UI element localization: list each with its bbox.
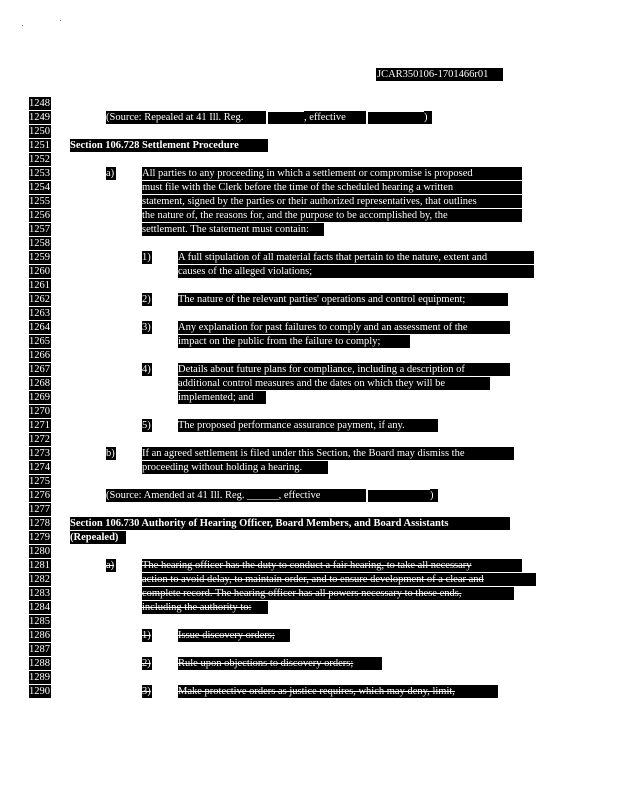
line-number: 1251: [29, 140, 50, 151]
section-728-a-line: must file with the Clerk before the time of the scheduled hearing a written: [142, 181, 522, 194]
section-730-a-line: The hearing officer has the duty to conduct a fair hearing, to take all necessary: [142, 559, 522, 572]
section-730-heading: Section 106.730 Authority of Hearing Officer, Board Members, and Board Assistants: [70, 517, 510, 530]
line-number: 1264: [29, 322, 50, 333]
line-number: 1283: [29, 588, 50, 599]
blank-field: [368, 112, 424, 124]
line-number: 1263: [29, 308, 50, 319]
line-number: 1270: [29, 406, 50, 417]
line-number: 1266: [29, 350, 50, 361]
line-number: 1261: [29, 280, 50, 291]
section-728-item-line: causes of the alleged violations;: [178, 265, 534, 278]
line-number: 1256: [29, 210, 50, 221]
section-728-b-line: If an agreed settlement is filed under this Section, the Board may dismiss the: [142, 447, 514, 460]
line-number: 1284: [29, 602, 50, 613]
line-number: 1258: [29, 238, 50, 249]
section-730-status: (Repealed): [70, 531, 126, 544]
line-number: 1277: [29, 504, 50, 515]
source-repealed-close: ): [424, 111, 432, 124]
section-728-b-label: b): [106, 448, 115, 459]
section-728-a-line: statement, signed by the parties or their authorized representatives, that outlines: [142, 195, 522, 208]
scan-speck: [60, 20, 61, 21]
line-number: 1290: [29, 686, 50, 697]
section-728-item-line: The nature of the relevant parties' operations and control equipment;: [178, 293, 508, 306]
line-number: 1254: [29, 182, 50, 193]
section-728-a-label: a): [106, 168, 115, 179]
line-number: 1278: [29, 518, 50, 529]
section-728-b-line: proceeding without holding a hearing.: [142, 461, 328, 474]
line-number: 1272: [29, 434, 50, 445]
source-repealed-prefix: (Source: Repealed at 41 Ill. Reg.: [106, 111, 266, 124]
line-number: 1273: [29, 448, 50, 459]
line-number: 1275: [29, 476, 50, 487]
section-728-a-line: settlement. The statement must contain:: [142, 223, 324, 236]
line-number: 1276: [29, 490, 50, 501]
line-number: 1285: [29, 616, 50, 627]
section-728-item-label: 1): [142, 252, 151, 263]
source-repealed-effective: , effective: [304, 111, 366, 124]
line-number: 1262: [29, 294, 50, 305]
line-number: 1287: [29, 644, 50, 655]
line-number: 1280: [29, 546, 50, 557]
section-728-item-label: 4): [142, 364, 151, 375]
section-728-item-label: 3): [142, 322, 151, 333]
line-number: 1269: [29, 392, 50, 403]
line-number: 1288: [29, 658, 50, 669]
line-number: 1282: [29, 574, 50, 585]
line-number: 1250: [29, 126, 50, 137]
section-730-item-label: 2): [142, 658, 151, 669]
line-number: 1279: [29, 532, 50, 543]
section-730-a-line: including the authority to:: [142, 601, 268, 614]
line-number: 1265: [29, 336, 50, 347]
section-728-item-line: The proposed performance assurance payment, if any.: [178, 419, 438, 432]
line-number: 1257: [29, 224, 50, 235]
section-728-item-line: A full stipulation of all material facts that pertain to the nature, extent and: [178, 251, 534, 264]
blank-field: [268, 112, 304, 124]
section-730-a-line: action to avoid delay, to maintain order, and to ensure development of a clear and: [142, 573, 536, 586]
line-number: 1253: [29, 168, 50, 179]
section-728-a-line: the nature of, the reasons for, and the purpose to be accomplished by, the: [142, 209, 522, 222]
section-728-item-label: 2): [142, 294, 151, 305]
line-number: 1289: [29, 672, 50, 683]
section-728-item-line: impact on the public from the failure to comply;: [178, 335, 410, 348]
source-amended-prefix: (Source: Amended at 41 Ill. Reg. ______, effective: [106, 489, 366, 502]
line-number: 1252: [29, 154, 50, 165]
source-amended-close: ): [430, 489, 438, 502]
blank-field: [368, 490, 430, 502]
line-number: 1267: [29, 364, 50, 375]
line-number: 1255: [29, 196, 50, 207]
scan-speck: [22, 25, 23, 26]
section-728-item-line: Any explanation for past failures to comply and an assessment of the: [178, 321, 510, 334]
line-number: 1248: [29, 98, 50, 109]
section-730-item-line: Rule upon objections to discovery orders;: [178, 657, 382, 670]
section-728-heading: Section 106.728 Settlement Procedure: [70, 139, 268, 152]
section-730-item-label: 1): [142, 630, 151, 641]
line-number: 1260: [29, 266, 50, 277]
section-730-item-line: Issue discovery orders;: [178, 629, 290, 642]
section-728-item-line: implemented; and: [178, 391, 266, 404]
section-730-item-line: Make protective orders as justice requires, which may deny, limit,: [178, 685, 498, 698]
section-728-item-line: Details about future plans for compliance, including a description of: [178, 363, 510, 376]
line-number: 1271: [29, 420, 50, 431]
line-number: 1286: [29, 630, 50, 641]
section-730-item-label: 3): [142, 686, 151, 697]
line-number: 1268: [29, 378, 50, 389]
line-number: 1274: [29, 462, 50, 473]
line-number: 1249: [29, 112, 50, 123]
section-730-a-label: a): [106, 560, 115, 571]
section-728-item-line: additional control measures and the dates on which they will be: [178, 377, 490, 390]
document-id: JCAR350106-1701466r01: [376, 68, 503, 81]
section-730-a-line: complete record. The hearing officer has all powers necessary to these ends,: [142, 587, 514, 600]
section-728-item-label: 5): [142, 420, 151, 431]
line-number: 1259: [29, 252, 50, 263]
line-number: 1281: [29, 560, 50, 571]
section-728-a-line: All parties to any proceeding in which a settlement or compromise is proposed: [142, 167, 522, 180]
